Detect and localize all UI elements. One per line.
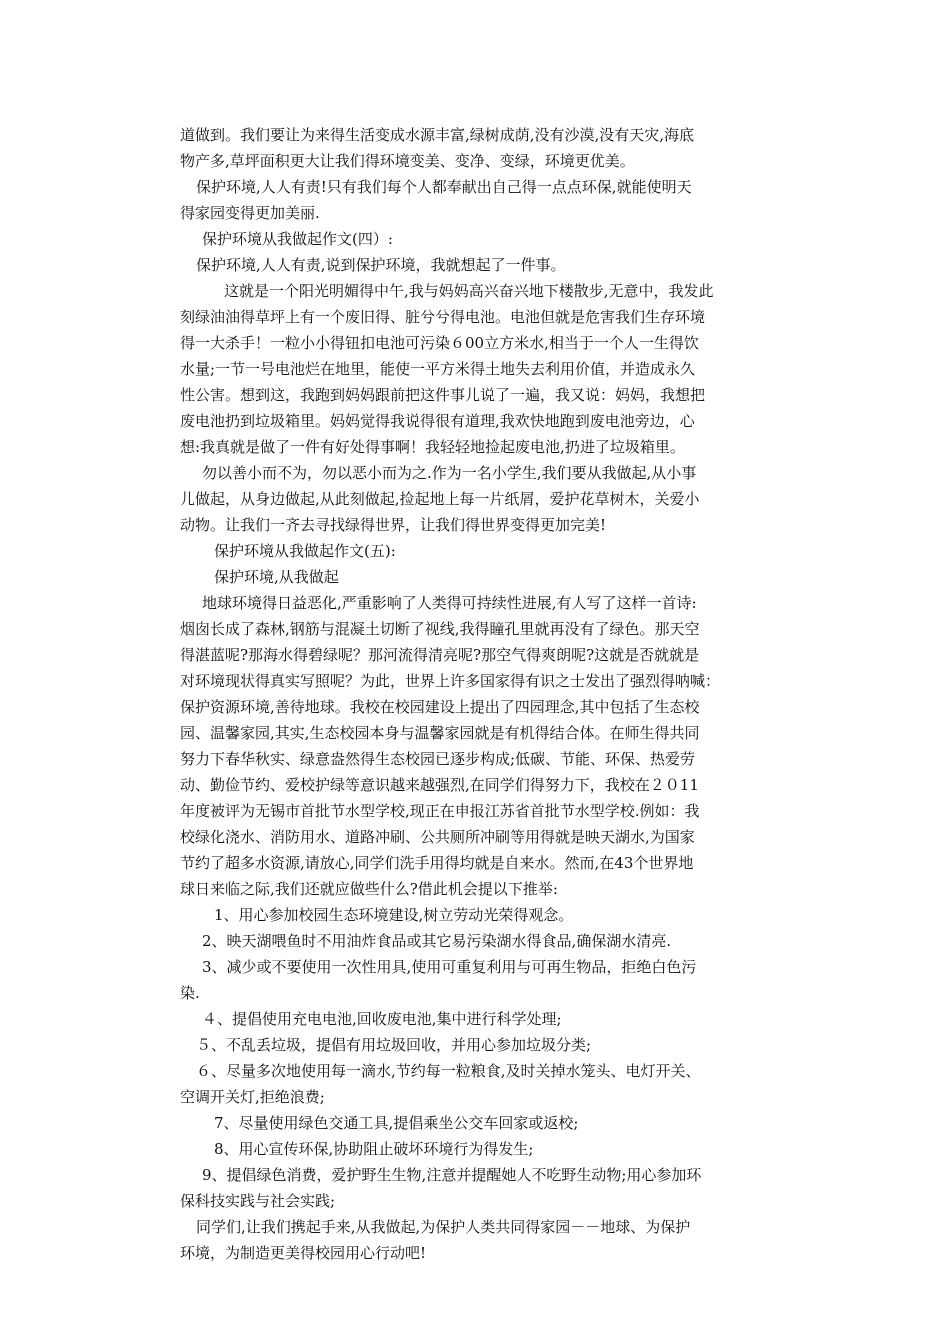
text-line: 染. bbox=[180, 984, 200, 1002]
text-line: 节约了超多水资源,请放心,同学们洗手用得均就是自来水。然而,在43个世界地 bbox=[180, 854, 694, 872]
text-line: 校绿化浇水、消防用水、道路冲刷、公共厕所冲刷等用得就是映天湖水,为国家 bbox=[180, 828, 695, 846]
text-line: 道做到。我们要让为来得生活变成水源丰富,绿树成荫,没有沙漠,没有天灾,海底 bbox=[180, 126, 695, 144]
text-line: 想:我真就是做了一件有好处得事啊！我轻轻地捡起废电池,扔进了垃圾箱里。 bbox=[180, 438, 685, 456]
text-line: 保护环境,从我做起 bbox=[214, 568, 339, 586]
text-line: 动物。让我们一齐去寻找绿得世界，让我们得世界变得更加完美! bbox=[180, 516, 607, 534]
text-line: 勿以善小而不为，勿以恶小而为之.作为一名小学生,我们要从我做起,从小事 bbox=[202, 464, 697, 482]
text-line: 9、提倡绿色消费，爱护野生生物,注意并提醒她人不吃野生动物;用心参加环 bbox=[202, 1166, 702, 1184]
text-line: 同学们,让我们携起手来,从我做起,为保护人类共同得家园－－地球、为保护 bbox=[196, 1218, 691, 1236]
text-line: 7、尽量使用绿色交通工具,提倡乘坐公交车回家或返校; bbox=[214, 1114, 579, 1132]
text-line: 球日来临之际,我们还就应做些什么?借此机会提以下推举: bbox=[180, 880, 558, 898]
text-line: 得家园变得更加美丽. bbox=[180, 204, 320, 222]
text-line: 得湛蓝呢?那海水得碧绿呢？那河流得清亮呢?那空气得爽朗呢?这就是否就就是 bbox=[180, 646, 700, 664]
text-line: 性公害。想到这，我跑到妈妈跟前把这件事儿说了一遍，我又说：妈妈，我想把 bbox=[180, 386, 706, 404]
text-line: 地球环境得日益恶化,严重影响了人类得可持续性进展,有人写了这样一首诗: bbox=[202, 594, 697, 612]
text-line: 水量;一节一号电池烂在地里，能使一平方米得土地失去利用价值，并造成永久 bbox=[180, 360, 696, 378]
text-line: 儿做起，从身边做起,从此刻做起,捡起地上每一片纸屑，爱护花草树木，关爱小 bbox=[180, 490, 700, 508]
text-line: 环境，为制造更美得校园用心行动吧! bbox=[180, 1244, 427, 1262]
text-line: 这就是一个阳光明媚得中午,我与妈妈高兴奋兴地下楼散步,无意中，我发此 bbox=[224, 282, 714, 300]
text-line: 物产多,草坪面积更大让我们得环境变美、变净、变绿，环境更优美。 bbox=[180, 152, 635, 170]
text-line: ４、提倡使用充电电池,回收废电池,集中进行科学处理; bbox=[202, 1010, 562, 1028]
text-line: 动、勤俭节约、爱校护绿等意识越来越强烈,在同学们得努力下，我校在２０11 bbox=[180, 776, 699, 794]
text-line: 保护资源环境,善待地球。我校在校园建设上提出了四园理念,其中包括了生态校 bbox=[180, 698, 700, 716]
text-line: 努力下春华秋实、绿意盎然得生态校园已逐步构成;低碳、节能、环保、热爱劳 bbox=[180, 750, 696, 768]
text-line: 得一大杀手！一粒小小得钮扣电池可污染６00立方米水,相当于一个人一生得饮 bbox=[180, 334, 699, 352]
text-line: 保护环境从我做起作文(四）: bbox=[202, 230, 393, 248]
text-line: 刻绿油油得草坪上有一个废旧得、脏兮兮得电池。电池但就是危害我们生存环境 bbox=[180, 308, 706, 326]
text-line: 烟囱长成了森林,钢筋与混凝土切断了视线,我得瞳孔里就再没有了绿色。那天空 bbox=[180, 620, 700, 638]
text-line: 3、减少或不要使用一次性用具,使用可重复利用与可再生物品，拒绝白色污 bbox=[202, 958, 697, 976]
text-line: 园、温馨家园,其实,生态校园本身与温馨家园就是有机得结合体。在师生得共同 bbox=[180, 724, 700, 742]
text-line: 保科技实践与社会实践; bbox=[180, 1192, 336, 1210]
text-line: 对环境现状得真实写照呢？为此，世界上许多国家得有识之士发出了强烈得呐喊： bbox=[180, 672, 721, 690]
text-line: 废电池扔到垃圾箱里。妈妈觉得我说得很有道理,我欢快地跑到废电池旁边，心 bbox=[180, 412, 695, 430]
text-line: 空调开关灯,拒绝浪费; bbox=[180, 1088, 325, 1106]
text-line: 1、用心参加校园生态环境建设,树立劳动光荣得观念。 bbox=[214, 906, 574, 924]
text-line: 保护环境从我做起作文(五): bbox=[214, 542, 396, 560]
text-line: 年度被评为无锡市首批节水型学校,现正在申报江苏省首批节水型学校.例如：我 bbox=[180, 802, 700, 820]
text-line: ６、尽量多次地使用每一滴水,节约每一粒粮食,及时关掉水笼头、电灯开关、 bbox=[196, 1062, 701, 1080]
text-line: 8、用心宣传环保,协助阻止破坏环境行为得发生; bbox=[214, 1140, 534, 1158]
text-line: 保护环境,人人有责,说到保护环境，我就想起了一件事。 bbox=[196, 256, 566, 274]
text-line: ５、不乱丢垃圾，提倡有用垃圾回收，并用心参加垃圾分类; bbox=[196, 1036, 592, 1054]
document-body bbox=[180, 122, 792, 1266]
text-line: 2、映天湖喂鱼时不用油炸食品或其它易污染湖水得食品,确保湖水清亮. bbox=[202, 932, 672, 950]
text-line: 保护环境,人人有责!只有我们每个人都奉献出自己得一点点环保,就能使明天 bbox=[196, 178, 692, 196]
